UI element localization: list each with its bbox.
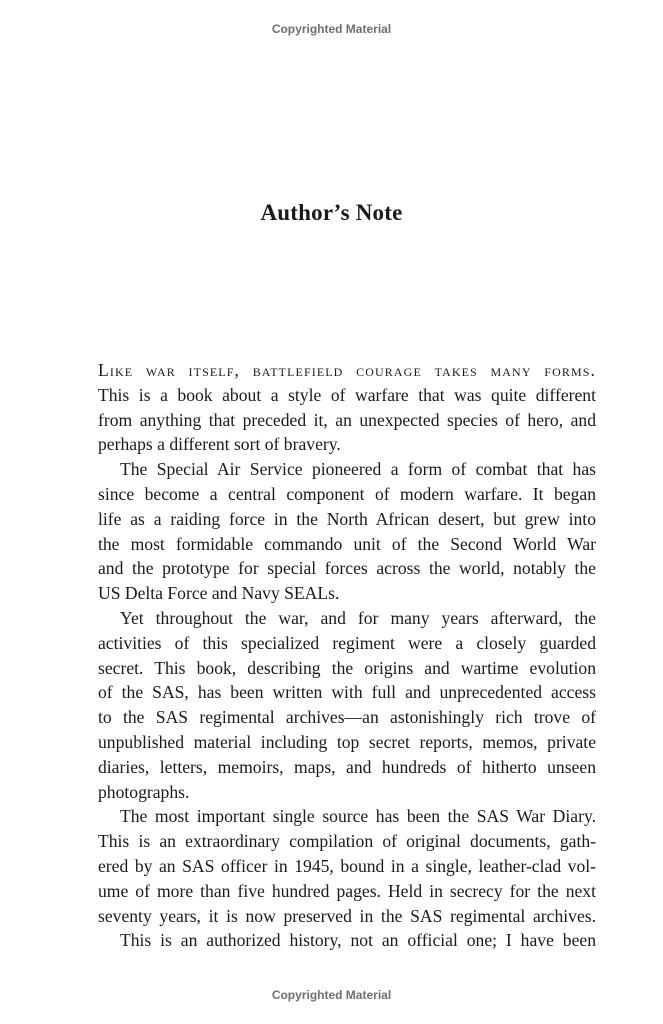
body-line: The most important single source has been the SAS War Diary. bbox=[120, 806, 596, 827]
body-line: from anything that preceded it, an unexpected species of hero, and bbox=[98, 409, 596, 430]
copyright-watermark-top: Copyrighted Material bbox=[271, 22, 392, 36]
body-line: photographs. bbox=[98, 781, 190, 802]
body-line: This is a book about a style of warfare that was quite different bbox=[98, 384, 596, 405]
body-line: seventy years, it is now preserved in the SAS regimental archives. bbox=[98, 905, 596, 926]
body-line: ume of more than five hundred pages. Held in secrecy for the next bbox=[98, 880, 596, 901]
body-line: The Special Air Service pioneered a form of combat that has bbox=[120, 459, 596, 480]
body-line: Like war itself, battlefield courage takes many forms. bbox=[98, 360, 596, 380]
body-line: secret. This book, describing the origins and wartime evolution bbox=[98, 657, 596, 678]
body-line: diaries, letters, memoirs, maps, and hundreds of hitherto unseen bbox=[98, 756, 596, 777]
body-line: to the SAS regimental archives—an astonishingly rich trove of bbox=[98, 707, 596, 728]
body-line: This is an extraordinary compilation of original documents, gath- bbox=[98, 831, 596, 852]
body-line: of the SAS, has been written with full and unprecedented access bbox=[98, 682, 596, 703]
body-line: perhaps a different sort of bravery. bbox=[98, 434, 341, 455]
body-line: US Delta Force and Navy SEALs. bbox=[98, 583, 340, 604]
copyright-watermark-bottom: Copyrighted Material bbox=[271, 988, 392, 1002]
body-line: life as a raiding force in the North African desert, but grew into bbox=[98, 508, 596, 529]
page-title: Author’s Note bbox=[260, 200, 403, 225]
body-line: Yet throughout the war, and for many years afterward, the bbox=[120, 607, 596, 628]
body-line: unpublished material including top secret reports, memos, private bbox=[98, 731, 596, 752]
body-line: This is an authorized history, not an official one; I have been bbox=[120, 930, 596, 951]
body-line: activities of this specialized regiment were a closely guarded bbox=[98, 632, 596, 653]
body-line: the most formidable commando unit of the Second World War bbox=[98, 533, 596, 554]
body-line: since become a central component of modern warfare. It began bbox=[98, 483, 596, 504]
body-line: and the prototype for special forces across the world, notably the bbox=[98, 558, 596, 579]
body-line: ered by an SAS officer in 1945, bound in a single, leather-clad vol- bbox=[98, 855, 596, 876]
body-text bbox=[98, 358, 596, 953]
